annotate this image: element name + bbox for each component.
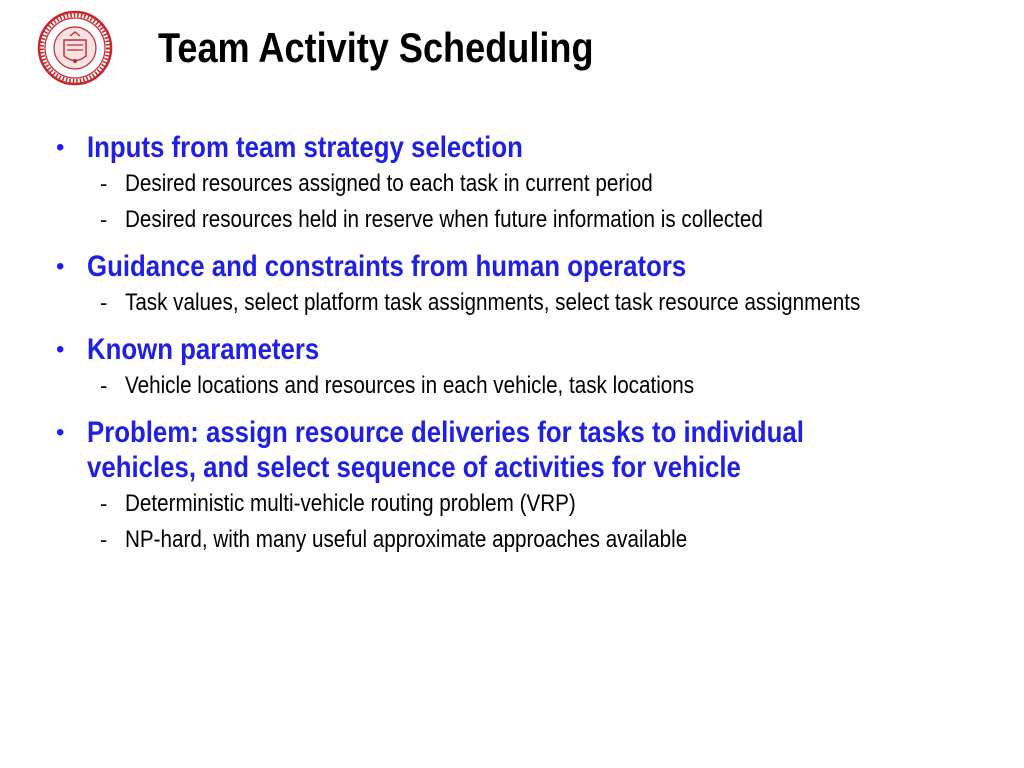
sub-bullet-text: Vehicle locations and resources in each vehicle, task locations [125,372,695,399]
dash-icon: - [100,527,108,552]
sub-bullet-text: Task values, select platform task assignments, select task resource assignments [125,289,861,316]
dash-icon: - [100,207,108,232]
bullet-icon: • [56,253,65,280]
sub-bullet-text: Desired resources assigned to each task in current period [125,170,653,197]
page-title: Team Activity Scheduling [158,24,594,71]
bullet-icon: • [56,336,65,363]
bullet-icon: • [56,134,65,161]
bullet-text: Guidance and constraints from human operators [87,250,687,283]
bullet-item [54,249,984,322]
dash-icon: - [100,290,108,315]
sub-bullet-list [87,369,984,405]
sub-bullet-item [87,203,984,239]
bullet-text-line: vehicles, and select sequence of activities for vehicle [87,451,741,484]
sub-bullet-text: NP-hard, with many useful approximate approaches available [125,526,688,553]
dash-icon: - [100,373,108,398]
dash-icon: - [100,491,108,516]
sub-bullet-list [87,487,984,559]
sub-bullet-item [87,487,984,523]
sub-bullet-item [87,369,984,405]
bullet-item [54,130,984,239]
bullet-item [54,415,984,559]
sub-bullet-text: Deterministic multi-vehicle routing problem (VRP) [125,490,576,517]
sub-bullet-item [87,286,984,322]
bullet-text-line: Problem: assign resource deliveries for tasks to individual [87,416,804,449]
dash-icon: - [100,171,108,196]
sub-bullet-item [87,167,984,203]
university-seal-icon [37,10,113,86]
bullet-list [54,130,984,569]
bullet-text: Known parameters [87,333,320,366]
bullet-icon: • [56,419,65,446]
bullet-text: Inputs from team strategy selection [87,131,523,164]
bullet-item [54,332,984,405]
sub-bullet-list [87,286,984,322]
sub-bullet-list [87,167,984,239]
sub-bullet-item [87,523,984,559]
sub-bullet-text: Desired resources held in reserve when future information is collected [125,206,763,233]
